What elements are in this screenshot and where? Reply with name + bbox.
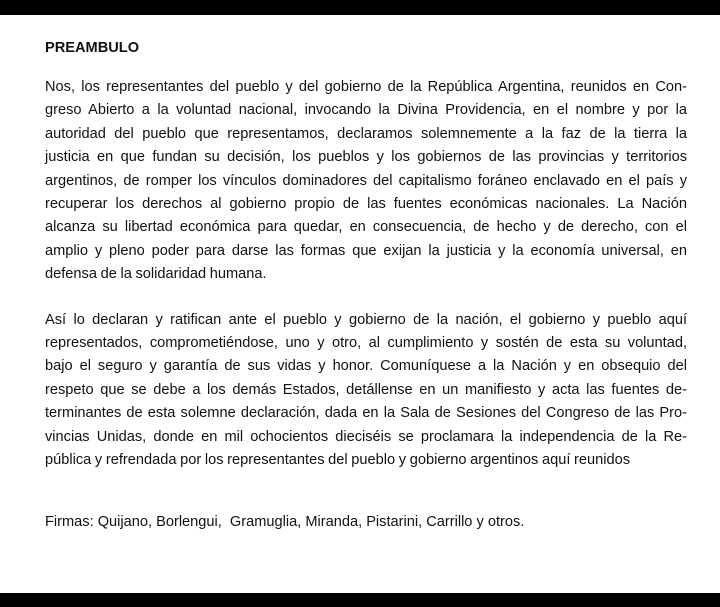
paragraph-1-line: defensa de la solidaridad humana. (45, 266, 267, 283)
paragraph-2-line: vincias Unidas, donde en mil ochocientos dieciséis se proclamara la independencia de la Re- (45, 428, 687, 445)
paragraph-2-line: Así lo declaran y ratifican ante el pueblo y gobierno de la nación, el gobierno y pueblo aquí (45, 311, 687, 328)
paragraph-1-line: justicia en que fundan su decisión, los pueblos y los gobiernos de las provincias y territorios (45, 149, 687, 166)
paragraph-2-line: representados, comprometiéndose, uno y otro, al cumplimiento y sostén de esta su voluntad, (45, 335, 687, 352)
paragraph-1-line: argentinos, de romper los vínculos dominadores del capitalismo foráneo enclavado en el país y (45, 172, 687, 189)
paragraph-2-line: bajo el seguro y garantía de sus vidas y honor. Comuníquese a la Nación y en obsequio del (45, 358, 687, 375)
signatures-line: Firmas: Quijano, Borlengui, Gramuglia, Miranda, Pistarini, Carrillo y otros. (45, 513, 525, 530)
document-page (0, 15, 720, 593)
paragraph-1-line: Nos, los representantes del pueblo y del gobierno de la República Argentina, reunidos en Con- (45, 79, 687, 95)
document-title: PREAMBULO (45, 40, 140, 56)
paragraph-2 (45, 309, 687, 473)
paragraph-1-line: autoridad del pueblo que representamos, declaramos solemnemente a la faz de la tierra la (45, 125, 687, 142)
paragraph-2-line: pública y refrendada por los representantes del pueblo y gobierno argentinos aquí reunidos (45, 452, 631, 469)
document-content (45, 38, 687, 534)
paragraph-1-line: alcanza su libertad económica para quedar, en consecuencia, de hecho y de derecho, con el (45, 219, 687, 236)
paragraph-1-line: greso Abierto a la voluntad nacional, invocando la Divina Providencia, en el nombre y por la (45, 102, 687, 119)
paragraph-1-line: recuperar los derechos al gobierno propio de las fuentes económicas nacionales. La Nación (45, 196, 687, 213)
paragraph-1 (45, 76, 687, 287)
paragraph-1-line: amplio y pleno poder para darse las formas que exijan la justicia y la economía universal, en (45, 242, 687, 259)
paragraph-2-line: respeto que se debe a los demás Estados, detállense en un manifiesto y acta las fuentes de- (45, 381, 687, 398)
paragraph-2-line: terminantes de esta solemne declaración, dada en la Sala de Sesiones del Congreso de las Pro- (45, 405, 687, 422)
